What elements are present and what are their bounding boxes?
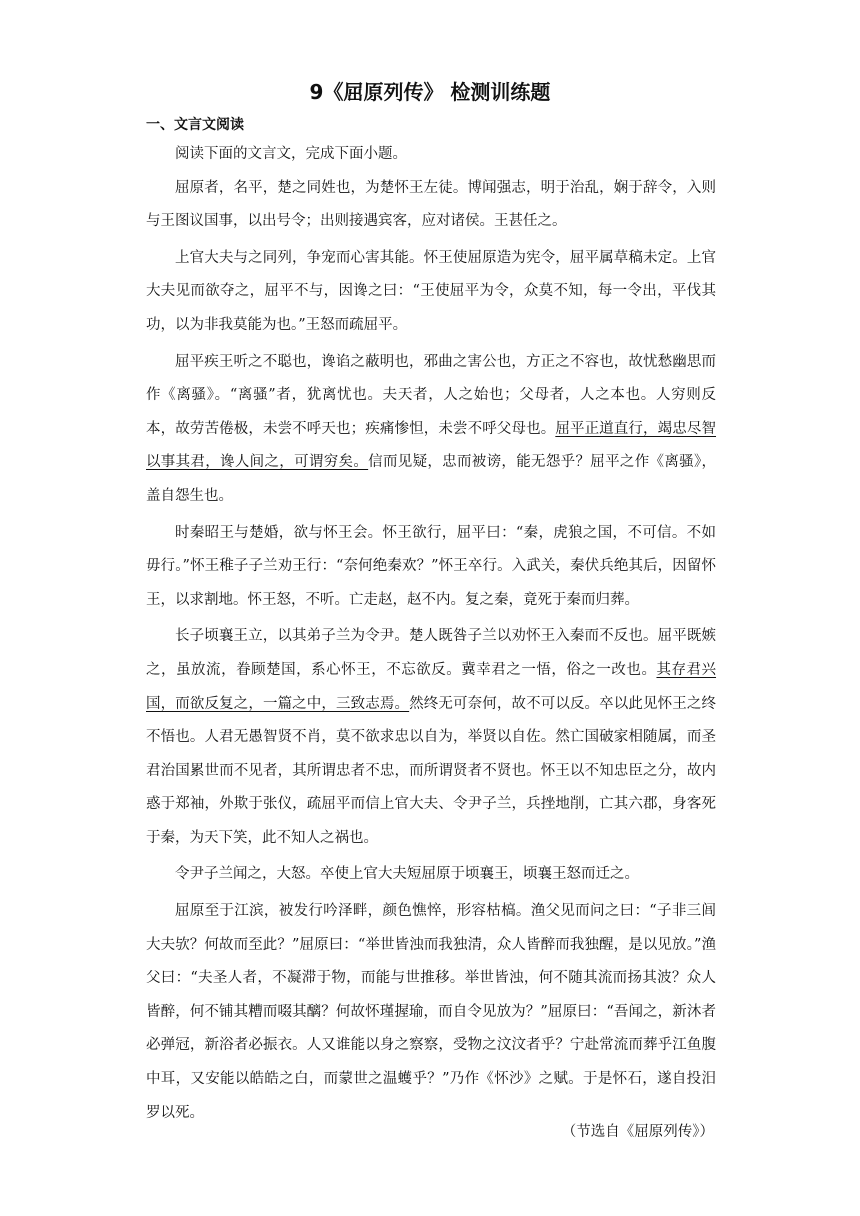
paragraph-2 <box>146 242 716 343</box>
source-note: （节选自《屈原列传》） <box>561 1124 714 1140</box>
paragraph-text: 屈原至于江滨，被发行吟泽畔，颜色憔悴，形容枯槁。渔父见而问之曰：“子非三闾大夫欤？何故而至此？”屈原曰：“举世皆浊而我独清，众人皆醉而我独醒，是以见放。”渔父曰：“夫圣人者，不凝滞于物，而能与世推移。举世皆浊，何不随其流而扬其波？众人皆醉，何不铺其糟而啜其醨？何故怀瑾握瑜，而自令见放为？”屈原曰：“吾闻之，新沐者必弹冠，新浴者必振衣。人又谁能以身之察察，受物之汶汶者乎？宁赴常流而葬乎江鱼腹中耳，又安能以皓皓之白，而蒙世之温蠖乎？”乃作《怀沙》之赋。于是怀石，遂自投汨罗以死。 <box>146 903 716 1121</box>
paragraph-5 <box>146 620 716 855</box>
underlined-sentence: 屈平正道直行，竭忠尽智以事其君，谗人间之，可谓穷矣。 <box>146 420 717 471</box>
section-heading: 一、文言文阅读 <box>146 117 244 133</box>
paragraph-text: 然终无可奈何，故不可以反。卒以此见怀王之终不悟也。人君无愚智贤不肖，莫不欲求忠以自为，举贤以自佐。然亡国破家相随属，而圣君治国累世而不见者，其所谓忠者不忠，而所谓贤者不贤也。怀王以不知忠臣之分，故内惑于郑袖，外欺于张仪，疏屈平而信上官大夫、令尹子兰，兵挫地削，亡其六郡，身客死于秦，为天下笑，此不知人之祸也。 <box>146 695 717 846</box>
paragraph-text: 令尹子兰闻之，大怒。卒使上官大夫短屈原于顷襄王，顷襄王怒而迁之。 <box>175 866 639 883</box>
paragraph-4 <box>146 517 716 618</box>
passage-body <box>146 138 716 1130</box>
paragraph-text: 屈原者，名平，楚之同姓也，为楚怀王左徒。博闻强志，明于治乱，娴于辞令，入则与王图议国事，以出号令；出则接遇宾客，应对诸侯。王甚任之。 <box>146 179 716 230</box>
paragraph-text: 时秦昭王与楚婚，欲与怀王会。怀王欲行，屈平曰：“秦，虎狼之国，不可信。不如毋行。”怀王稚子子兰劝王行：“奈何绝秦欢？”怀王卒行。入武关，秦伏兵绝其后，因留怀王，以求割地。怀王怒，不听。亡走赵，赵不内。复之秦，竟死于秦而归葬。 <box>146 524 716 608</box>
paragraph-6 <box>146 858 716 892</box>
underlined-sentence: 其存君兴国，而欲反复之，一篇之中，三致志焉。 <box>146 661 717 712</box>
paragraph-7 <box>146 895 716 1130</box>
paragraph-text: 屈平疾王听之不聪也，谗谄之蔽明也，邪曲之害公也，方正之不容也，故忧愁幽思而作《离骚》。“离骚”者，犹离忧也。夫天者，人之始也；父母者，人之本也。人穷则反本，故劳苦倦极，未尝不呼天也；疾痛惨怛，未尝不呼父母也。 <box>146 353 716 437</box>
paragraph-text: 上官大夫与之同列，争宠而心害其能。怀王使屈原造为宪令，屈平属草稿未定。上官大夫见而欲夺之，屈平不与，因谗之曰：“王使屈平为令，众莫不知，每一令出，平伐其功，以为非我莫能为也。”王怒而疏屈平。 <box>146 249 716 333</box>
paragraph-3 <box>146 346 716 514</box>
paragraph-1 <box>146 172 716 239</box>
document-title: 9《屈原列传》 检测训练题 <box>309 80 551 104</box>
paragraph-text: 信而见疑，忠而被谤，能无怨乎？屈平之作《离骚》，盖自怨生也。 <box>146 454 717 504</box>
instruction-text: 阅读下面的文言文，完成下面小题。 <box>175 146 407 162</box>
paragraph-text: 长子顷襄王立，以其弟子兰为令尹。楚人既咎子兰以劝怀王入秦而不反也。屈平既嫉之，虽放流，眷顾楚国，系心怀王，不忘欲反。冀幸君之一悟，俗之一改也。 <box>146 628 716 678</box>
